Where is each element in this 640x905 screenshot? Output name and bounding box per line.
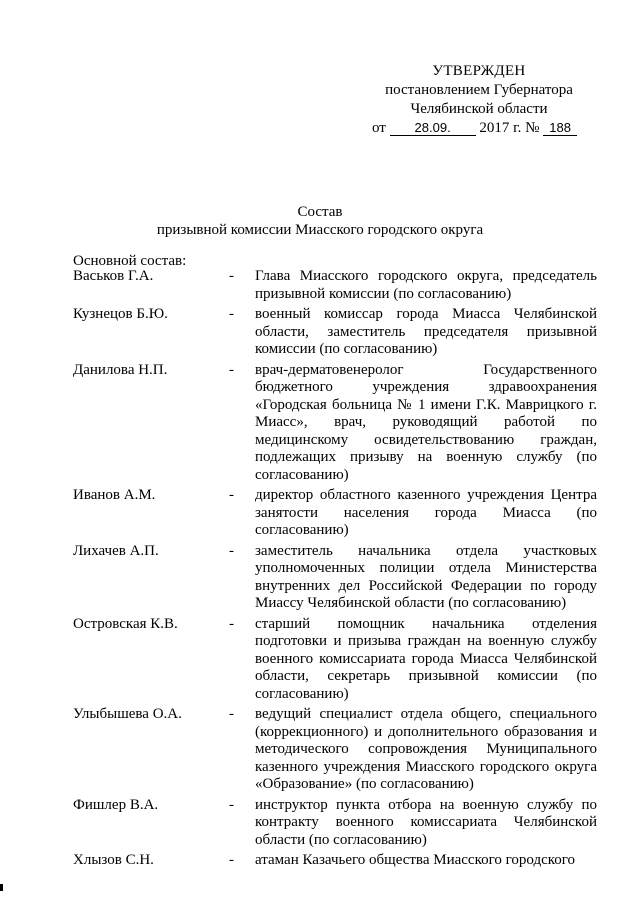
- decree-date: 28.09.: [390, 120, 476, 136]
- member-row: [73, 706, 597, 794]
- member-dash: -: [229, 796, 234, 813]
- member-name: Хлызов С.Н.: [73, 852, 154, 868]
- member-row: [73, 362, 597, 485]
- member-row: [73, 268, 597, 303]
- approval-heading: УТВЕРЖДЕН: [432, 63, 526, 79]
- approval-stamp: [372, 62, 586, 138]
- date-prefix: от: [372, 120, 386, 136]
- member-row: [73, 543, 597, 613]
- document-title: [0, 203, 640, 239]
- member-dash: -: [229, 852, 234, 868]
- member-dash: -: [229, 361, 234, 378]
- year-text: 2017 г. №: [479, 120, 540, 136]
- member-name: Лихачев А.П.: [73, 542, 159, 559]
- member-role: старший помощник начальника отделения подготовки и призыва граждан на военную службу военного комиссариата города Миасса Челябинской области, секретарь призывной комиссии (по согласованию): [255, 615, 597, 702]
- title-line-2: призывной комиссии Миасского городского округа: [156, 222, 484, 238]
- member-name: Фишлер В.А.: [73, 796, 159, 813]
- page-edge-mark: [0, 884, 3, 891]
- member-dash: -: [229, 542, 234, 559]
- member-role: заместитель начальника отдела участковых уполномоченных полиции отдела Министерства внутренних дел Российской Федерации по городу Миассу Челябинской области (по согласованию): [255, 542, 597, 611]
- member-name: Островская К.В.: [73, 615, 178, 632]
- member-name: Улыбышева О.А.: [73, 706, 182, 722]
- approval-line-1: постановлением Губернатора: [385, 82, 573, 98]
- member-row: [73, 852, 597, 870]
- member-dash: -: [229, 615, 234, 632]
- member-dash: -: [229, 268, 234, 284]
- member-role: атаман Казачьего общества Миасского городского: [255, 852, 576, 868]
- member-row: [73, 306, 597, 359]
- member-list: [73, 268, 597, 873]
- member-name: Иванов А.М.: [73, 487, 156, 503]
- member-role: инструктор пункта отбора на военную службу по контракту военного комиссариата Челябинской области (по согласованию): [255, 796, 597, 848]
- member-row: [73, 616, 597, 704]
- member-name: Васьков Г.А.: [73, 268, 154, 284]
- member-row: [73, 797, 597, 850]
- member-name: Кузнецов Б.Ю.: [73, 306, 168, 322]
- member-role: директор областного казенного учреждения Центра занятости населения города Миасса (по согласованию): [255, 487, 597, 538]
- member-dash: -: [229, 706, 234, 722]
- member-name: Данилова Н.П.: [73, 361, 168, 378]
- approval-line-2: Челябинской области: [410, 101, 548, 117]
- approval-date-row: [372, 119, 586, 138]
- member-role: Глава Миасского городского округа, председатель призывной комиссии (по согласованию): [255, 268, 597, 302]
- member-row: [73, 487, 597, 540]
- member-dash: -: [229, 306, 234, 322]
- member-role: военный комиссар города Миасса Челябинской области, заместитель председателя призывной комиссии (по согласованию): [255, 306, 597, 357]
- member-role: ведущий специалист отдела общего, специального (коррекционного) и дополнительного образования и методического сопровождения Муниципального казенного учреждения Миасского городского округа «Образование» (по согласованию): [255, 706, 597, 792]
- member-dash: -: [229, 487, 234, 503]
- title-line-1: Состав: [297, 204, 343, 220]
- member-role: врач-дерматовенеролог Государственного бюджетного учреждения здравоохранения «Городская больница № 1 имени Г.К. Маврицкого г. Миасс», врач, руководящий работой по медицинскому освидетельствованию граждан, подлежащих призыву на военную службу (по согласованию): [255, 361, 597, 483]
- section-label: Основной состав:: [73, 253, 187, 269]
- decree-number: 188: [543, 120, 577, 136]
